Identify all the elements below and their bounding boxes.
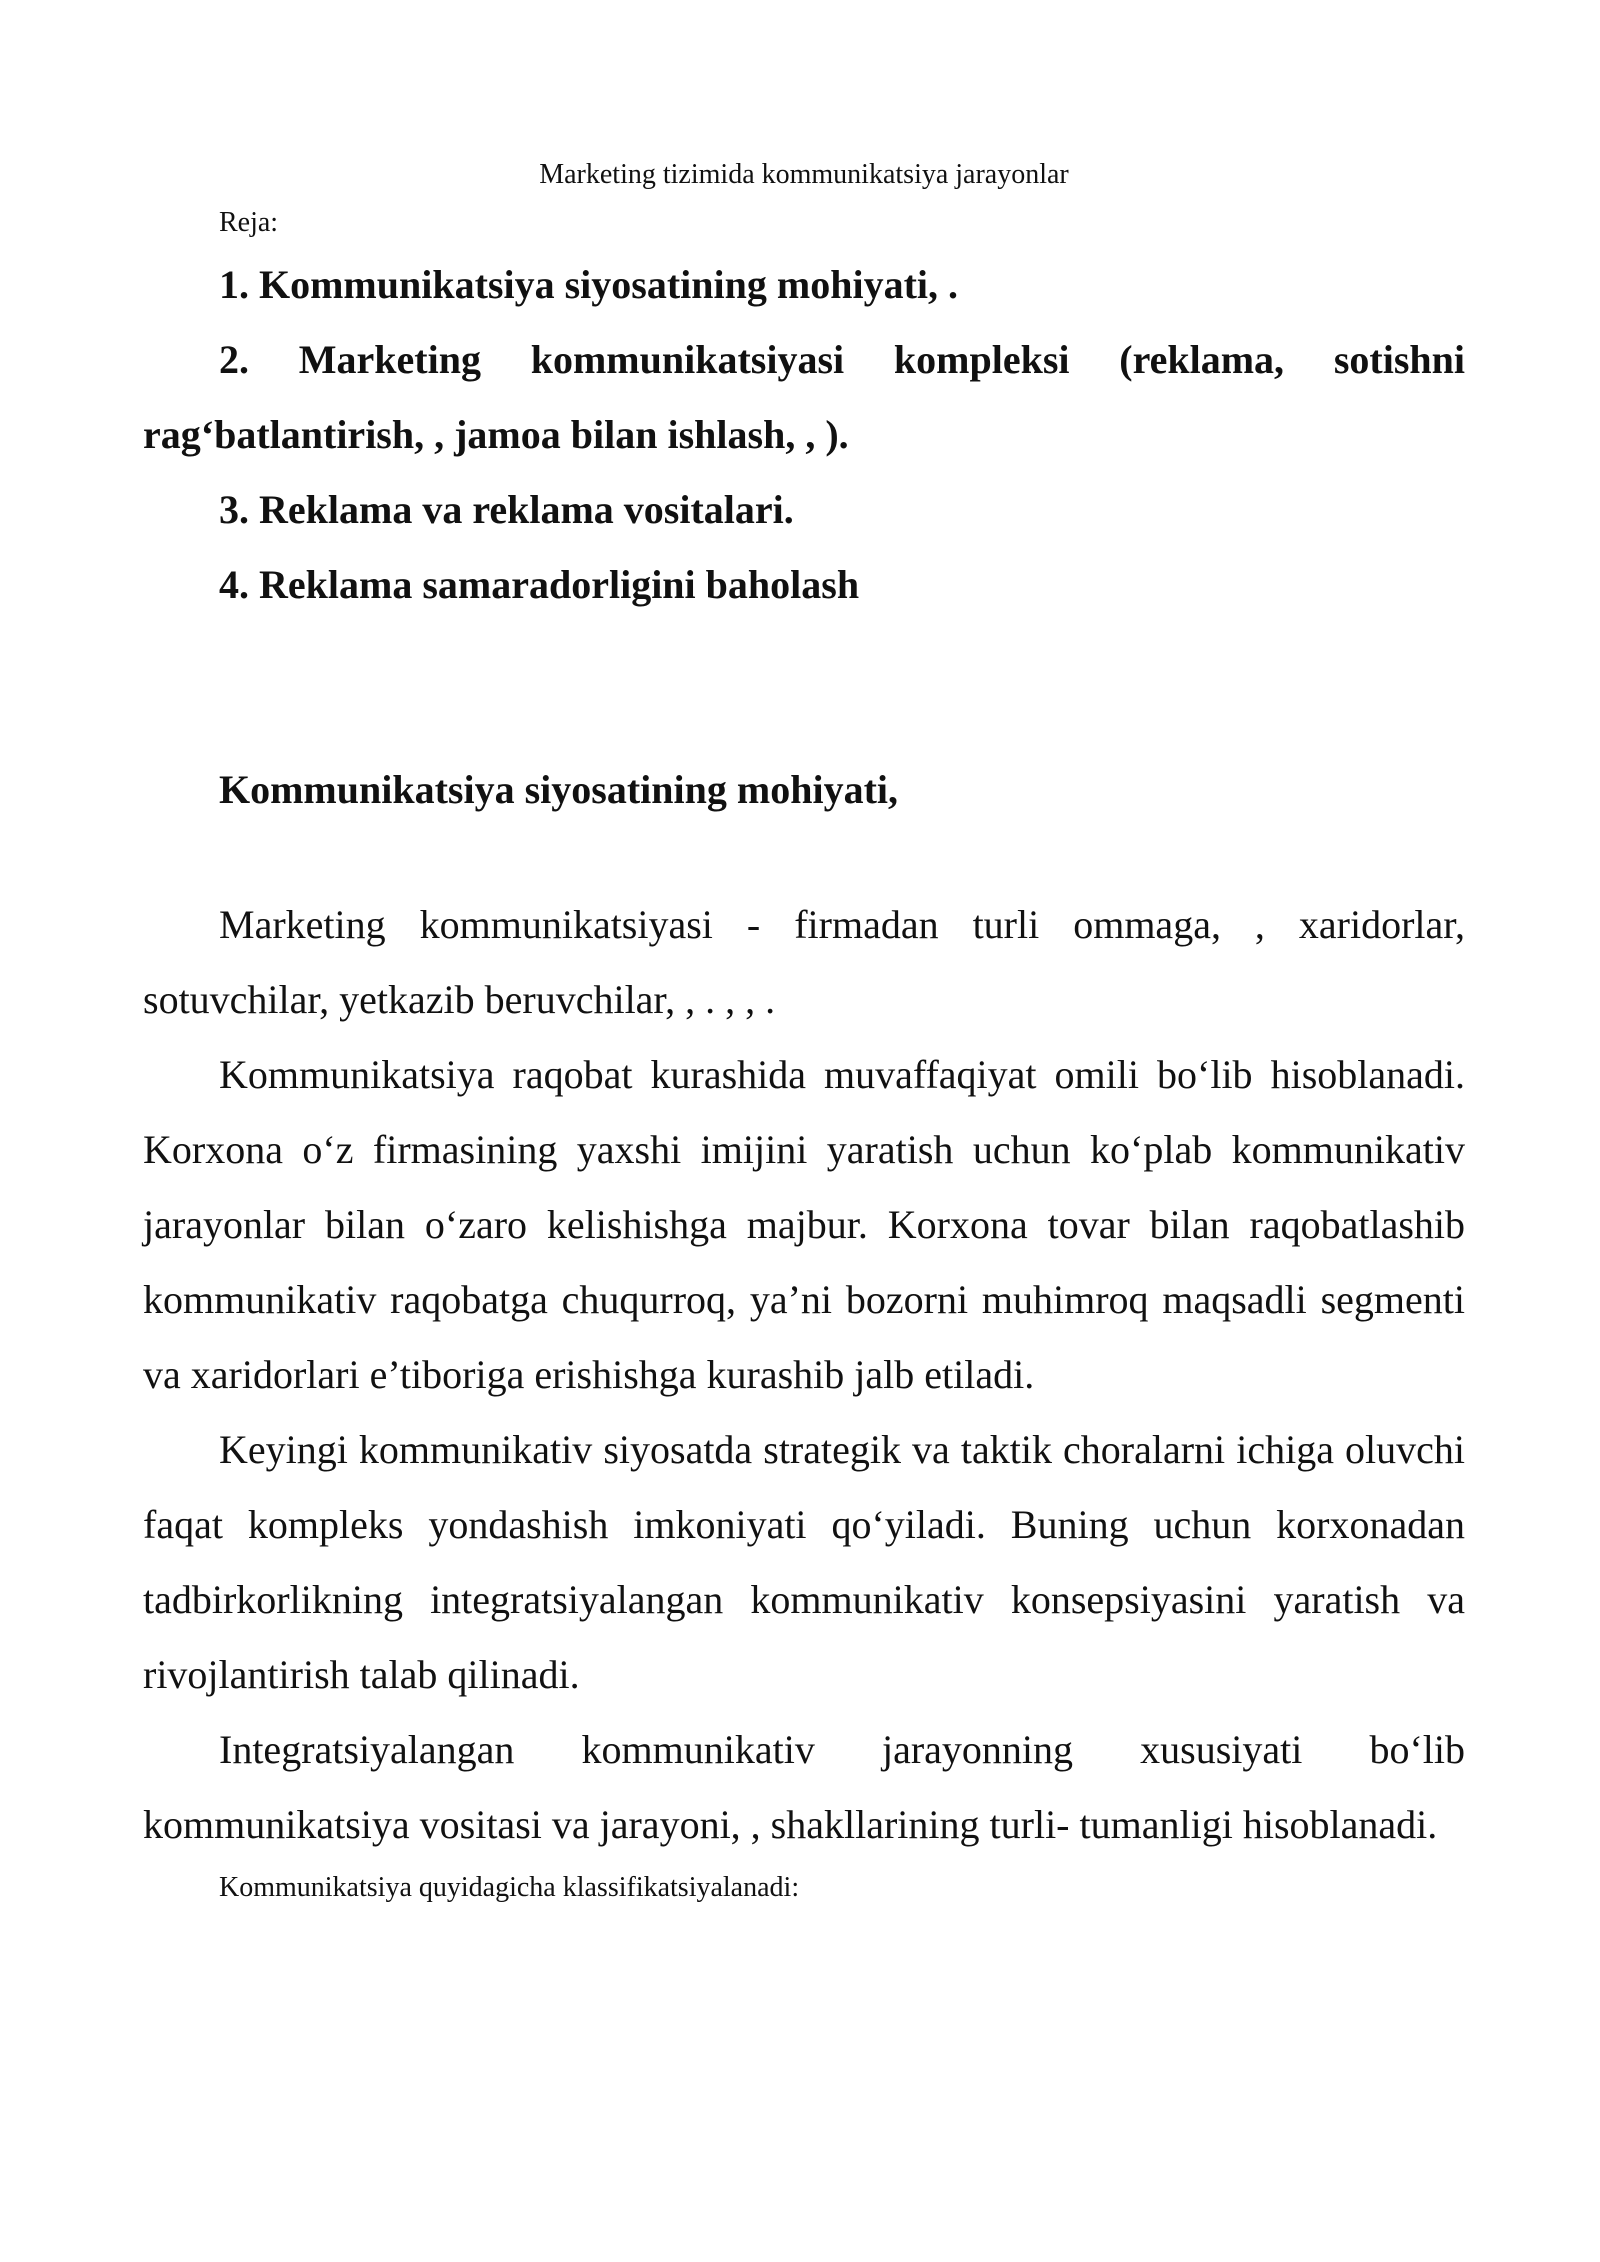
body-paragraph: Marketing kommunikatsiyasi - firmadan turli ommaga, , xaridorlar, sotuvchilar, yetkazib beruvchilar, , . , , .: [143, 902, 1465, 1022]
plan-item: 3. Reklama va reklama vositalari.: [219, 487, 794, 532]
section-spacer: [143, 622, 1465, 752]
document-title: Marketing tizimida kommunikatsiya jarayonlar: [539, 159, 1069, 190]
body-paragraph: Keyingi kommunikativ siyosatda strategik va taktik choralarni ichiga oluvchi faqat kompleks yondashish imkoniyati qo‘yiladi. Buning uchun korxonadan tadbirkorlikning integratsiyalangan kommunikativ konsepsiyasini yaratish va rivojlantirish talab qilinadi.: [143, 1427, 1465, 1697]
body-paragraph: Integratsiyalangan kommunikativ jarayonning xususiyati bo‘lib kommunikatsiya vositasi va jarayoni, , shakllarining turli- tumanligi hisoblanadi.: [143, 1727, 1465, 1847]
document-page: [143, 155, 1465, 1908]
plan-list: [143, 247, 1465, 622]
body-paragraph: Kommunikatsiya raqobat kurashida muvaffaqiyat omili bo‘lib hisoblanadi. Korxona o‘z firmasining yaxshi imijini yaratish uchun ko‘plab kommunikativ jarayonlar bilan o‘zaro kelishishga majbur. Korxona tovar bilan raqobatlashib kommunikativ raqobatga chuqurroq, ya’ni bozorni muhimroq maqsadli segmenti va xaridorlari e’tiboriga erishishga kurashib jalb etiladi.: [143, 1052, 1465, 1397]
plan-item: 1. Kommunikatsiya siyosatining mohiyati, .: [219, 262, 959, 307]
heading-spacer: [143, 827, 1465, 887]
plan-item: 2. Marketing kommunikatsiyasi kompleksi (reklama, sotishni rag‘batlantirish, , jamoa bilan ishlash, , ).: [143, 337, 1465, 457]
closing-line: Kommunikatsiya quyidagicha klassifikatsiyalanadi:: [219, 1872, 800, 1903]
plan-label: Reja:: [219, 207, 279, 238]
plan-item: 4. Reklama samaradorligini baholash: [219, 562, 860, 607]
section-heading: Kommunikatsiya siyosatining mohiyati,: [219, 767, 899, 812]
